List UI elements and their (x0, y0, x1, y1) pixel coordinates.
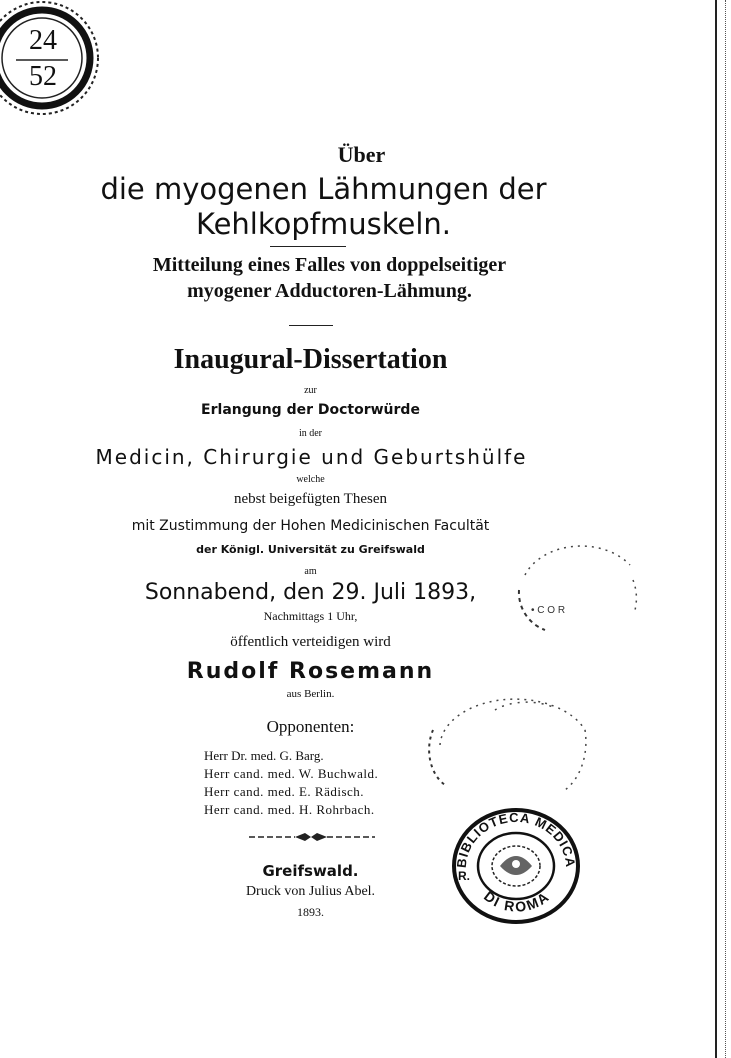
opponent-item: Herr Dr. med. G. Barg. (204, 748, 324, 763)
library-stamp (450, 806, 582, 926)
faint-stamp-lower (425, 690, 605, 800)
catalog-stamp-ring (0, 0, 102, 118)
dissertation-am: am (304, 566, 317, 577)
dissertation-origin: aus Berlin. (286, 688, 335, 700)
imprint-printer: Druck von Julius Abel. (245, 884, 376, 899)
dissertation-purpose: Erlangung der Doctorwürde (201, 402, 420, 418)
library-stamp-top-text: BIBLIOTECA MEDICA (453, 809, 579, 869)
title-rule (270, 246, 346, 247)
imprint-city: Greifswald. (262, 862, 359, 880)
subtitle-line-2: myogener Adductoren-Lähmung. (187, 280, 472, 302)
faint-stamp-upper (505, 535, 645, 635)
dissertation-heading: Inaugural-Dissertation (173, 344, 448, 375)
library-stamp-seal (450, 806, 582, 926)
dissertation-defend: öffentlich verteidigen wird (230, 634, 391, 650)
catalog-stamp (0, 0, 102, 118)
dissertation-date: Sonnabend, den 29. Juli 1893, (144, 580, 477, 605)
svg-text:• C O R: • C O R (531, 605, 566, 616)
catalog-number-bottom: 52 (29, 61, 57, 92)
dissertation-zur: zur (304, 385, 317, 396)
opponent-item: Herr cand. med. E. Rädisch. (204, 784, 365, 799)
library-stamp-bottom-text: DI ROMA (481, 887, 553, 915)
catalog-number-top: 24 (29, 25, 57, 56)
subtitle-line-1: Mitteilung eines Falles von doppelseitiger (152, 254, 507, 276)
dissertation-faculty-subjects: Medicin, Chirurgie und Geburtshülfe (95, 445, 528, 469)
ornamental-divider (247, 831, 377, 843)
library-stamp-left-text: R. (458, 869, 470, 883)
imprint-year: 1893. (297, 905, 324, 919)
dissertation-welche: welche (296, 474, 325, 485)
opponents-heading: Opponenten: (266, 717, 355, 736)
dissertation-theses: nebst beigefügten Thesen (233, 491, 387, 507)
title-over: Über (337, 142, 386, 167)
dissertation-author: Rudolf Rosemann (186, 659, 435, 684)
dissertation-consent: mit Zustimmung der Hohen Medicinischen Facultät (131, 518, 490, 534)
subtitle-rule (289, 325, 333, 326)
title-line-2: Kehlkopfmuskeln. (196, 207, 451, 241)
dissertation-time: Nachmittags 1 Uhr, (263, 609, 358, 623)
opponent-item: Herr cand. med. H. Rohrbach. (204, 802, 375, 817)
dissertation-in-der: in der (298, 428, 323, 439)
title-line-1: die myogenen Lähmungen der (100, 172, 547, 206)
dissertation-university: der Königl. Universität zu Greifswald (196, 543, 425, 556)
opponent-item: Herr cand. med. W. Buchwald. (204, 766, 379, 781)
